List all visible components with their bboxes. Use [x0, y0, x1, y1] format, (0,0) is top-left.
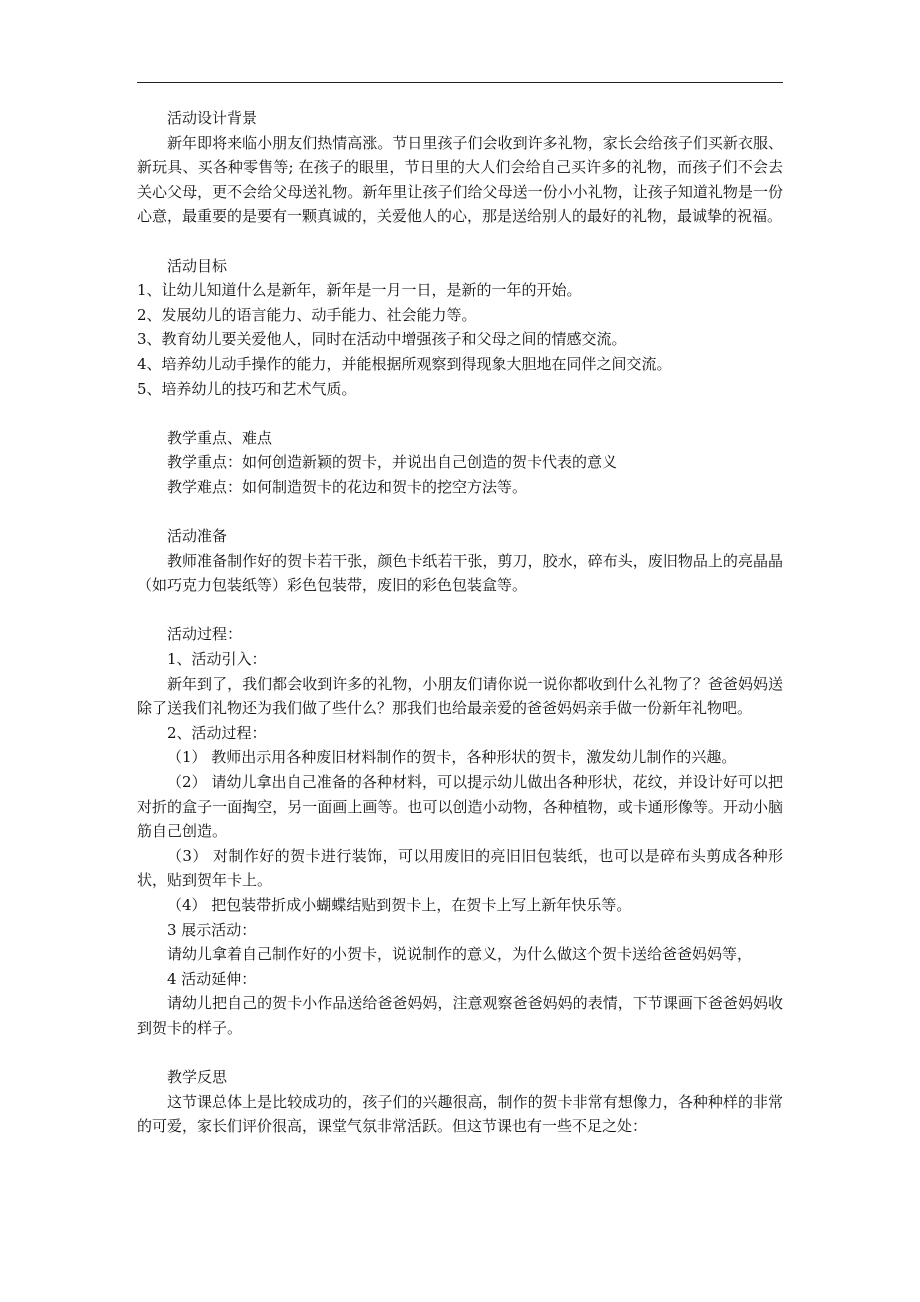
process-show-title: 3 展示活动：: [167, 920, 257, 939]
spacer: [137, 401, 783, 426]
header-rule: [137, 82, 783, 83]
process-extend-paragraph: 请幼儿把自己的贺卡小作品送给爸爸妈妈，注意观察爸爸妈妈的表情，下节课画下爸爸妈妈收到贺卡的样子。: [137, 994, 783, 1037]
spacer: [137, 229, 783, 254]
reflection-paragraph: 这节课总体上是比较成功的，孩子们的兴趣很高，制作的贺卡非常有想像力，各种种样的非常的可爱，家长们评价很高，课堂气氛非常活跃。但这节课也有一些不足之处：: [137, 1092, 783, 1136]
process-steps-title: 2、活动过程：: [167, 723, 267, 742]
spacer: [137, 500, 783, 525]
section-heading-goals: 活动目标: [167, 256, 228, 275]
spacer: [137, 1041, 783, 1066]
process-step: （2） 请幼儿拿出自己准备的各种材料，可以提示幼儿做出各种形状，花纹，并设计好可以把对折的盒子一面掏空，另一面画上画等。也可以创造小动物，各种植物，或卡通形像等。开动小脑筋自己创造。: [137, 773, 783, 841]
process-show-paragraph: 请幼儿拿着自己制作好的小贺卡，说说制作的意义，为什么做这个贺卡送给爸爸妈妈等，: [167, 945, 753, 964]
section-heading-prep: 活动准备: [167, 527, 228, 546]
goal-item: 3、教育幼儿要关爱他人，同时在活动中增强孩子和父母之间的情感交流。: [137, 330, 627, 349]
background-paragraph: 新年即将来临小朋友们热情高涨。节日里孩子们会收到许多礼物，家长会给孩子们买新衣服、新玩具、买各种零售等; 在孩子的眼里，节日里的大人们会给自己买许多的礼物，而孩子们不会去关心父母，更不会给父母送礼物。新年里让孩子们给父母送一份小小礼物，让孩子知道礼物是一份心意，最重要的是要有一颗真诚的，关爱他人的心，那是送给别人的最好的礼物，最诚挚的祝福。: [137, 133, 783, 226]
section-heading-process: 活动过程：: [167, 625, 243, 644]
goal-item: 1、让幼儿知道什么是新年，新年是一月一日，是新的一年的开始。: [137, 281, 582, 300]
process-step: （4） 把包装带折成小蝴蝶结贴到贺卡上，在贺卡上写上新年快乐等。: [167, 896, 632, 914]
process-intro-paragraph: 新年到了，我们都会收到许多的礼物，小朋友们请你说一说你都收到什么礼物了？爸爸妈妈送除了送我们礼物还为我们做了些什么？那我们也给最亲爱的爸爸妈妈亲手做一份新年礼物吧。: [137, 674, 783, 718]
spacer: [137, 598, 783, 623]
goal-item: 2、发展幼儿的语言能力、动手能力、社会能力等。: [137, 305, 477, 324]
section-heading-background: 活动设计背景: [167, 109, 258, 127]
section-heading-keypoints: 教学重点、难点: [167, 428, 273, 447]
section-heading-reflection: 教学反思: [167, 1068, 228, 1087]
teaching-focus: 教学重点：如何创造新颖的贺卡，并说出自己创造的贺卡代表的意义: [167, 453, 618, 472]
goal-item: 4、培养幼儿动手操作的能力，并能根据所观察到得现象大胆地在同伴之间交流。: [137, 354, 672, 373]
prep-paragraph: 教师准备制作好的贺卡若干张，颜色卡纸若干张，剪刀，胶水，碎布头，废旧物品上的亮晶晶（如巧克力包装纸等）彩色包装带，废旧的彩色包装盒等。: [137, 551, 783, 595]
goal-item: 5、培养幼儿的技巧和艺术气质。: [137, 379, 357, 398]
document-body: [137, 106, 783, 1139]
process-step: （1） 教师出示用各种废旧材料制作的贺卡，各种形状的贺卡，激发幼儿制作的兴趣。: [167, 748, 737, 767]
process-step: （3） 对制作好的贺卡进行装饰，可以用废旧的亮旧旧包装纸，也可以是碎布头剪成各种形状，贴到贺年卡上。: [137, 846, 783, 890]
teaching-difficulty: 教学难点：如何制造贺卡的花边和贺卡的挖空方法等。: [167, 477, 528, 496]
process-extend-title: 4 活动延伸：: [167, 969, 257, 988]
process-intro-title: 1、活动引入：: [167, 650, 267, 669]
